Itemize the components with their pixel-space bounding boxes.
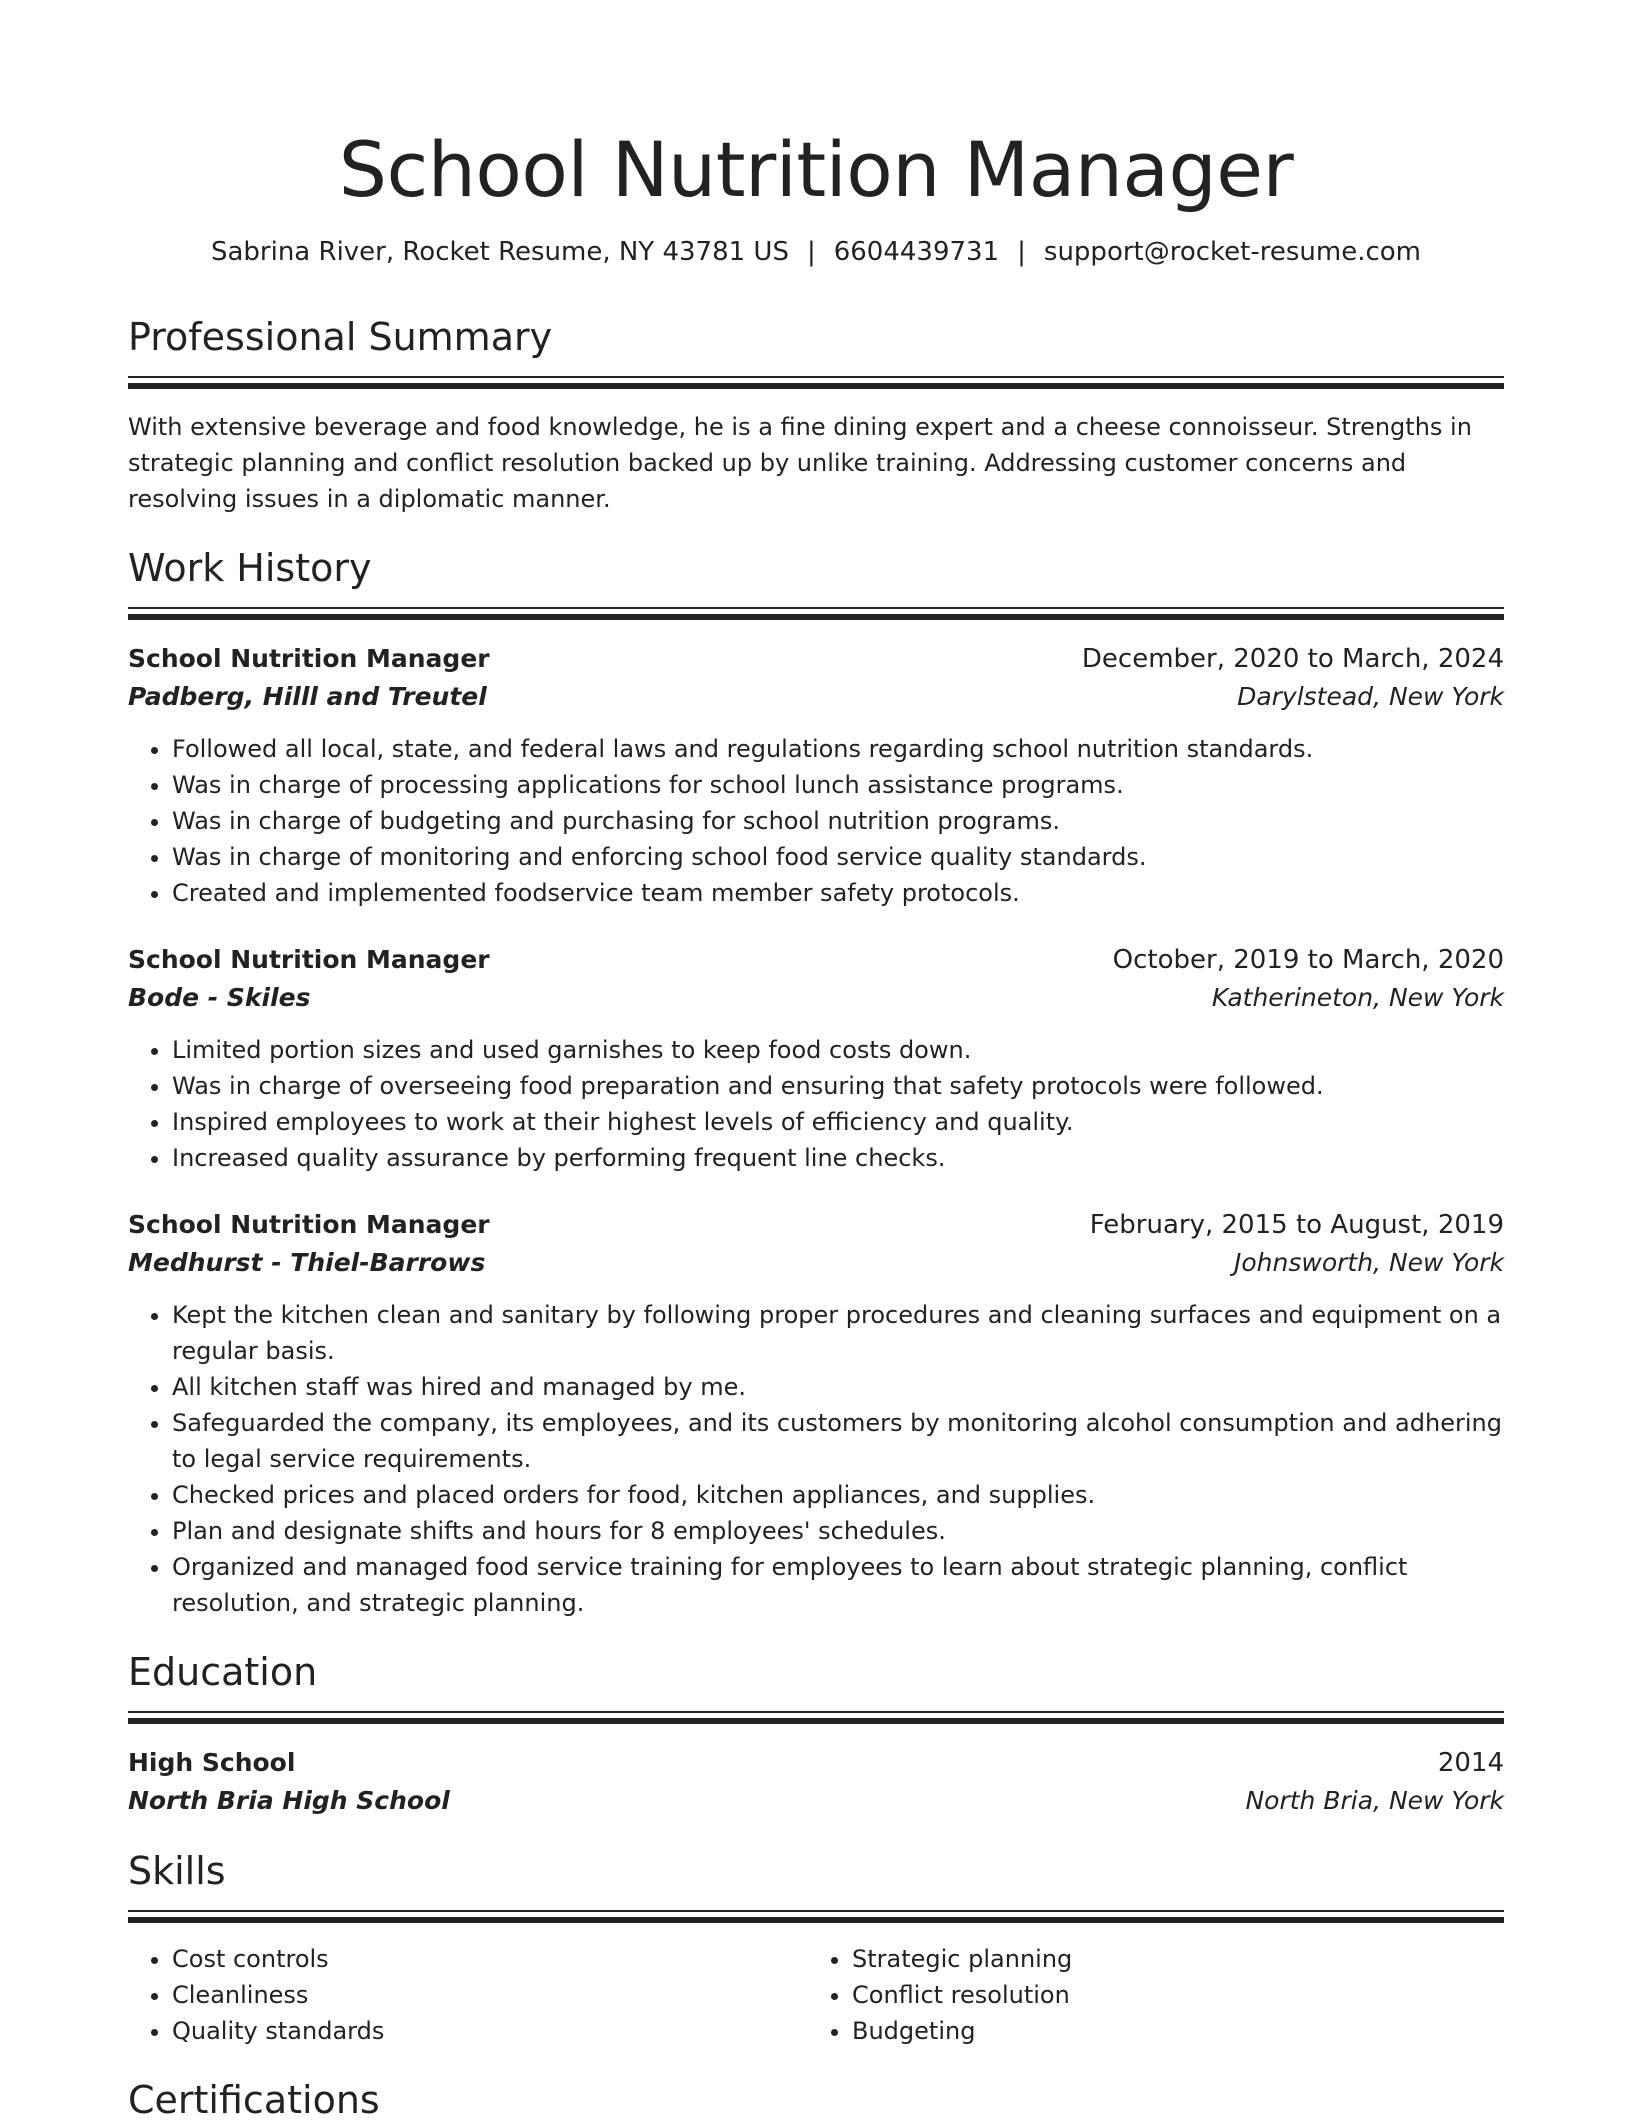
section-divider [128,1711,1504,1724]
list-item: • Strategic planning [852,1941,1486,1977]
list-item: • Followed all local, state, and federal laws and regulations regarding school nutrition standards. [172,731,1504,767]
job-location: Johnsworth, New York [1234,1248,1504,1277]
skills-column-left [128,1941,806,2049]
contact-email: support@rocket-resume.com [1043,237,1422,267]
job-dates: December, 2020 to March, 2024 [1081,644,1504,674]
certifications-section [128,2075,1504,2125]
list-item: • Checked prices and placed orders for food, kitchen appliances, and supplies. [172,1477,1504,1513]
list-item: • Kept the kitchen clean and sanitary by following proper procedures and cleaning surfaces and equipment on a regular basis. [172,1297,1504,1369]
list-item: • Cost controls [172,1941,806,1977]
list-item: • Was in charge of monitoring and enforcing school food service quality standards. [172,839,1504,875]
resume-title: School Nutrition Manager [338,125,1294,214]
list-item: • Was in charge of overseeing food preparation and ensuring that safety protocols were followed. [172,1068,1504,1104]
job-bullets [128,1032,1504,1176]
education-year: 2014 [1437,1748,1504,1778]
job-company: Bode - Skiles [128,983,311,1012]
list-item: • Inspired employees to work at their highest levels of efficiency and quality. [172,1104,1504,1140]
section-heading-education: Education [128,1650,318,1694]
section-heading-skills: Skills [128,1849,226,1893]
education-degree: High School [128,1748,296,1777]
list-item: • Conflict resolution [852,1977,1486,2013]
section-heading-work-history: Work History [128,546,372,590]
summary-section [128,312,1504,517]
contact-line [128,232,1504,272]
job-title: School Nutrition Manager [128,945,490,974]
section-divider [128,607,1504,620]
contact-phone: 6604439731 [833,237,1000,267]
list-item: • All kitchen staff was hired and managed by me. [172,1369,1504,1405]
section-divider [128,1910,1504,1923]
contact-address: Sabrina River, Rocket Resume, NY 43781 US [210,237,789,267]
job-dates: February, 2015 to August, 2019 [1089,1210,1504,1240]
section-heading-summary: Professional Summary [128,315,553,359]
contact-separator: | [806,237,816,267]
list-item: • Created and implemented foodservice team member safety protocols. [172,875,1504,911]
list-item: • Was in charge of budgeting and purchasing for school nutrition programs. [172,803,1504,839]
skills-list [128,1941,1504,2049]
education-location: North Bria, New York [1245,1786,1504,1815]
list-item: • Plan and designate shifts and hours for 8 employees' schedules. [172,1513,1504,1549]
job-company: Padberg, Hilll and Treutel [128,682,487,711]
job-dates: October, 2019 to March, 2020 [1112,945,1504,975]
skills-section [128,1846,1504,2049]
list-item: • Quality standards [172,2013,806,2049]
skills-column-right [806,1941,1486,2049]
work-history-section [128,543,1504,1621]
job-bullets [128,1297,1504,1621]
resume-page [128,0,1504,2125]
section-heading-certifications: Certifications [128,2078,380,2122]
education-school: North Bria High School [128,1786,450,1815]
list-item: • Budgeting [852,2013,1486,2049]
job-bullets [128,731,1504,911]
list-item: • Organized and managed food service training for employees to learn about strategic planning, conflict resolution, and strategic planning. [172,1549,1504,1621]
list-item: • Was in charge of processing applications for school lunch assistance programs. [172,767,1504,803]
job-company: Medhurst - Thiel-Barrows [128,1248,486,1277]
section-divider [128,376,1504,389]
summary-text: With extensive beverage and food knowledge, he is a fine dining expert and a cheese connoisseur. Strengths in strategic planning and conflict resolution backed up by unlike training. Addressing customer concerns and resolving issues in a diplomatic manner. [128,413,1472,513]
list-item: • Cleanliness [172,1977,806,2013]
job-title: School Nutrition Manager [128,1210,490,1239]
contact-separator: | [1017,237,1026,267]
job-entry [128,640,1504,911]
education-section [128,1647,1504,1820]
job-entry [128,1206,1504,1621]
job-entry [128,941,1504,1176]
job-location: Katherineton, New York [1211,983,1504,1012]
education-entry [128,1744,1504,1820]
job-title: School Nutrition Manager [128,644,490,673]
list-item: • Limited portion sizes and used garnishes to keep food costs down. [172,1032,1504,1068]
list-item: • Increased quality assurance by performing frequent line checks. [172,1140,1504,1176]
list-item: • Safeguarded the company, its employees, and its customers by monitoring alcohol consumption and adhering to legal service requirements. [172,1405,1504,1477]
job-location: Darylstead, New York [1237,682,1504,711]
